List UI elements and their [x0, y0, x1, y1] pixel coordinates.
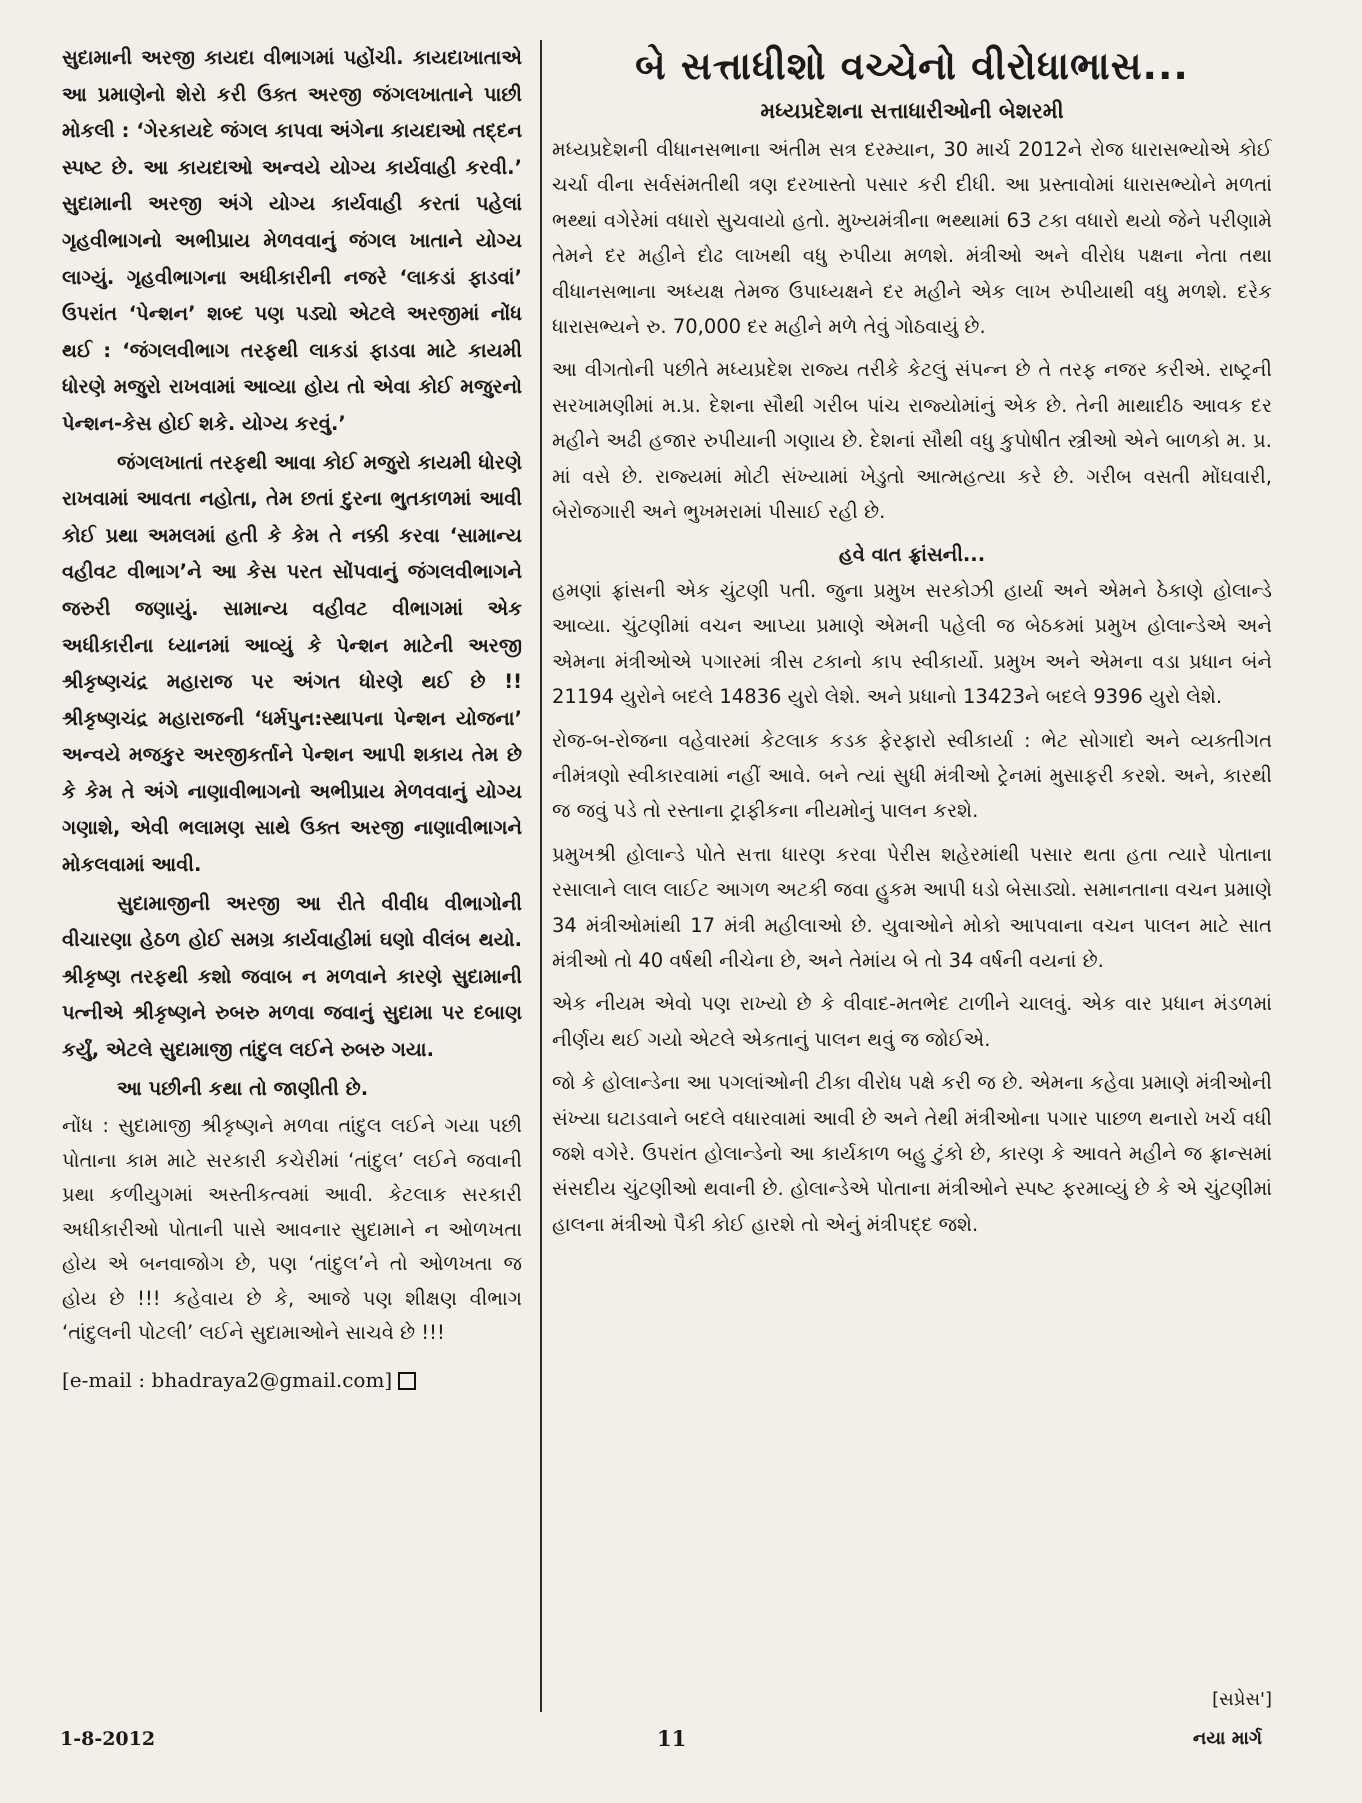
page-number: 11: [657, 1726, 687, 1751]
left-paragraph-3: સુદામાજીની અરજી આ રીતે વીવીધ વીભાગોની વીચારણા હેઠળ હોઈ સમગ્ર કાર્યવાહીમાં ઘણો વીલંબ થયો. શ્રીકૃષ્ણ તરફથી કશો જવાબ ન મળવાને કારણે સુદામાની પત્નીએ શ્રીકૃષ્ણને રુબરુ મળવા જવાનું સુદામા પર દબાણ કર્યું, એટલે સુદામાજી તાંદુલ લઈને રુબરુ ગયા.: [62, 891, 522, 1062]
issue-date: 1-8-2012: [60, 1728, 156, 1750]
note-paragraph: નોંધ : સુદામાજી શ્રીકૃષ્ણને મળવા તાંદુલ લઈને ગયા પછી પોતાના કામ માટે સરકારી કચેરીમાં ‘તાંદુલ’ લઈને જવાની પ્રથા કળીયુગમાં અસ્તીકત્વમાં આવી. કેટલાક સરકારી અધીકારીઓ પોતાની પાસે આવનાર સુદામાને ન ઓળખતા હોય એ બનવાજોગ છે, પણ ‘તાંદુલ’ને તો ઓળખતા જ હોય છે !!! કહેવાય છે કે, આજે પણ શીક્ષણ વીભાગ ‘તાંદુલની પોટલી’ લઈને સુદામાઓને સાચવે છે !!!: [62, 1114, 522, 1345]
article-headline: બે સત્તાધીશો વચ્ચેનો વીરોધાભાસ...: [635, 44, 1189, 88]
magazine-name: નયા માર્ગ: [1192, 1728, 1262, 1749]
author-email-text: [e-mail : bhadraya2@gmail.com]: [62, 1367, 393, 1392]
right-paragraph-3: હમણાં ફ્રાંસની એક ચુંટણી પતી. જુના પ્રમુખ સરકોઝી હાર્યા અને એમને ઠેકાણે હોલાન્ડે આવ્યા. ચુંટણીમાં વચન આપ્યા પ્રમાણે એમની પહેલી જ બેઠકમાં પ્રમુખ હોલાન્ડેએ અને એમના મંત્રીઓએ પગારમાં ત્રીસ ટકાનો કાપ સ્વીકાર્યો. પ્રમુખ અને એમના વડા પ્રધાન બંને 21194 યુરોને બદલે 14836 યુરો લેશે. અને પ્રધાનો 13423ને બદલે 9396 યુરો લેશે.: [552, 578, 1272, 709]
right-paragraph-6: એક નીયમ એવો પણ રાખ્યો છે કે વીવાદ-મતભેદ ટાળીને ચાલવું. એક વાર પ્રધાન મંડળમાં નીર્ણય થઈ ગયો એટલે એકતાનું પાલન થવું જ જોઈએ.: [552, 992, 1272, 1051]
author-email: [62, 1365, 522, 1395]
page-footer: [60, 1722, 1272, 1762]
left-column: [62, 40, 522, 1720]
left-paragraph-1: સુદામાની અરજી કાયદા વીભાગમાં પહોંચી. કાયદાખાતાએ આ પ્રમાણેનો શેરો કરી ઉક્ત અરજી જંગલખાતાને પાછી મોકલી : ‘ગેરકાયદે જંગલ કાપવા અંગેના કાયદાઓ તદ્દન સ્પષ્ટ છે. આ કાયદાઓ અન્વયે યોગ્ય કાર્યવાહી કરવી.’ સુદામાની અરજી અંગે યોગ્ય કાર્યવાહી કરતાં પહેલાં ગૃહવીભાગનો અભીપ્રાય મેળવવાનું જંગલ ખાતાને યોગ્ય લાગ્યું. ગૃહવીભાગના અધીકારીની નજરે ‘લાકડાં ફાડવાં’ ઉપરાંત ‘પેન્શન’ શબ્દ પણ પડ્યો એટલે અરજીમાં નોંધ થઈ : ‘જંગલવીભાગ તરફથી લાકડાં ફાડવા માટે કાયમી ધોરણે મજુરો રાખવામાં આવ્યા હોય તો એવા કોઈ મજુરનો પેન્શન-કેસ હોઈ શકે. યોગ્ય કરવું.’: [62, 46, 522, 435]
section-heading: હવે વાત ફ્રાંસની...: [838, 543, 986, 567]
end-mark-icon: [398, 1372, 416, 1390]
right-column: [552, 38, 1272, 1738]
right-paragraph-5: પ્રમુખશ્રી હોલાન્ડે પોતે સત્તા ધારણ કરવા પેરીસ શહેરમાંથી પસાર થતા હતા ત્યારે પોતાના રસાલાને લાલ લાઈટ આગળ અટકી જવા હુકમ આપી ધડો બેસાડ્યો. સમાનતાના વચન પ્રમાણે 34 મંત્રીઓમાંથી 17 મંત્રી મહીલાઓ છે. યુવાઓને મોકો આપવાના વચન પાલન માટે સાત મંત્રીઓ તો 40 વર્ષથી નીચેના છે, અને તેમાંય બે તો 34 વર્ષની વયનાં છે.: [552, 842, 1272, 972]
left-paragraph-4: આ પછીની કથા તો જાણીતી છે.: [117, 1076, 369, 1100]
right-paragraph-1: મધ્યપ્રદેશની વીધાનસભાના અંતીમ સત્ર દરમ્યાન, 30 માર્ચ 2012ને રોજ ધારાસભ્યોએ કોઈ ચર્ચા વીના સર્વસંમતીથી ત્રણ દરખાસ્તો પસાર કરી દીધી. આ પ્રસ્તાવોમાં ધારાસભ્યોને મળતાં ભથ્થાં વગેરેમાં વધારો સુચવાયો હતો. મુખ્યમંત્રીના ભથ્થામાં 63 ટકા વધારો થયો જેને પરીણામે તેમને દર મહીને દોઢ લાખથી વધુ રુપીયા મળશે. મંત્રીઓ અને વીરોધ પક્ષના નેતા તથા વીધાનસભાના અધ્યક્ષ તેમજ ઉપાધ્યક્ષને દર મહીને એક લાખ રુપીયાથી વધુ મળશે. દરેક ધારાસભ્યને રુ. 70,000 દર મહીને મળે તેવું ગોઠવાયું છે.: [552, 138, 1272, 339]
article-subheadline: મધ્યપ્રદેશના સત્તાધારીઓની બેશરમી: [760, 99, 1064, 123]
source-credit: [સપ્રેસ']: [1212, 1689, 1272, 1710]
right-paragraph-7: જો કે હોલાન્ડેના આ પગલાંઓની ટીકા વીરોધ પક્ષે કરી જ છે. એમના કહેવા પ્રમાણે મંત્રીઓની સંખ્યા ઘટાડવાને બદલે વધારવામાં આવી છે અને તેથી મંત્રીઓના પગાર પાછળ થનારો ખર્ચ વધી જશે વગેરે. ઉપરાંત હોલાન્ડેનો આ કાર્યકાળ બહુ ટુંકો છે, કારણ કે આવતે મહીને જ ફ્રાન્સમાં સંસદીય ચુંટણીઓ થવાની છે. હોલાન્ડેએ પોતાના મંત્રીઓને સ્પષ્ટ ફરમાવ્યું છે કે એ ચુંટણીમાં હાલના મંત્રીઓ પૈકી કોઈ હારશે તો એનું મંત્રીપદ્દ જશે.: [552, 1071, 1272, 1236]
column-divider: [540, 40, 542, 1712]
right-paragraph-4: રોજ-બ-રોજના વહેવારમાં કેટલાક કડક ફેરફારો સ્વીકાર્યા : ભેટ સોગાદો અને વ્યક્તીગત નીમંત્રણો સ્વીકારવામાં નહીં આવે. બને ત્યાં સુધી મંત્રીઓ ટ્રેનમાં મુસાફરી કરશે. અને, કારથી જ જવું પડે તો રસ્તાના ટ્રાફીકના નીયમોનું પાલન કરશે.: [552, 728, 1272, 823]
right-paragraph-2: આ વીગતોની પછીતે મધ્યપ્રદેશ રાજ્ય તરીકે કેટલું સંપન્ન છે તે તરફ નજર કરીએ. રાષ્ટ્રની સરખામણીમાં મ.પ્ર. દેશના સૌથી ગરીબ પાંચ રાજ્યોમાંનું એક છે. તેની માથાદીઠ આવક દર મહીને અઢી હજાર રુપીયાની ગણાય છે. દેશનાં સૌથી વધુ કુપોષીત સ્ત્રીઓ એને બાળકો મ. પ્ર. માં વસે છે. રાજ્યમાં મોટી સંખ્યામાં ખેડુતો આત્મહત્યા કરે છે. ગરીબ વસતી મોંઘવારી, બેરોજગારી અને ભુખમરામાં પીસાઈ રહી છે.: [552, 358, 1272, 524]
left-paragraph-2: જંગલખાતાં તરફથી આવા કોઈ મજુરો કાયમી ધોરણે રાખવામાં આવતા નહોતા, તેમ છતાં દુરના ભુતકાળમાં આવી કોઈ પ્રથા અમલમાં હતી કે કેમ તે નક્કી કરવા ‘સામાન્ય વહીવટ વીભાગ’ને આ કેસ પરત સોંપવાનું જંગલવીભાગને જરુરી જણાયું. સામાન્ય વહીવટ વીભાગમાં એક અધીકારીના ધ્યાનમાં આવ્યું કે પેન્શન માટેની અરજી શ્રીકૃષ્ણચંદ્ર મહારાજ પર અંગત ધોરણે થઈ છે !! શ્રીકૃષ્ણચંદ્ર મહારાજની ‘ધર્મપુન:સ્થાપના પેન્શન યોજના’ અન્વયે મજકુર અરજીકર્તાને પેન્શન આપી શકાય તેમ છે કે કેમ તે અંગે નાણાવીભાગનો અભીપ્રાય મેળવવાનું યોગ્ય ગણાશે, એવી ભલામણ સાથે ઉક્ત અરજી નાણાવીભાગને મોકલવામાં આવી.: [62, 450, 522, 877]
